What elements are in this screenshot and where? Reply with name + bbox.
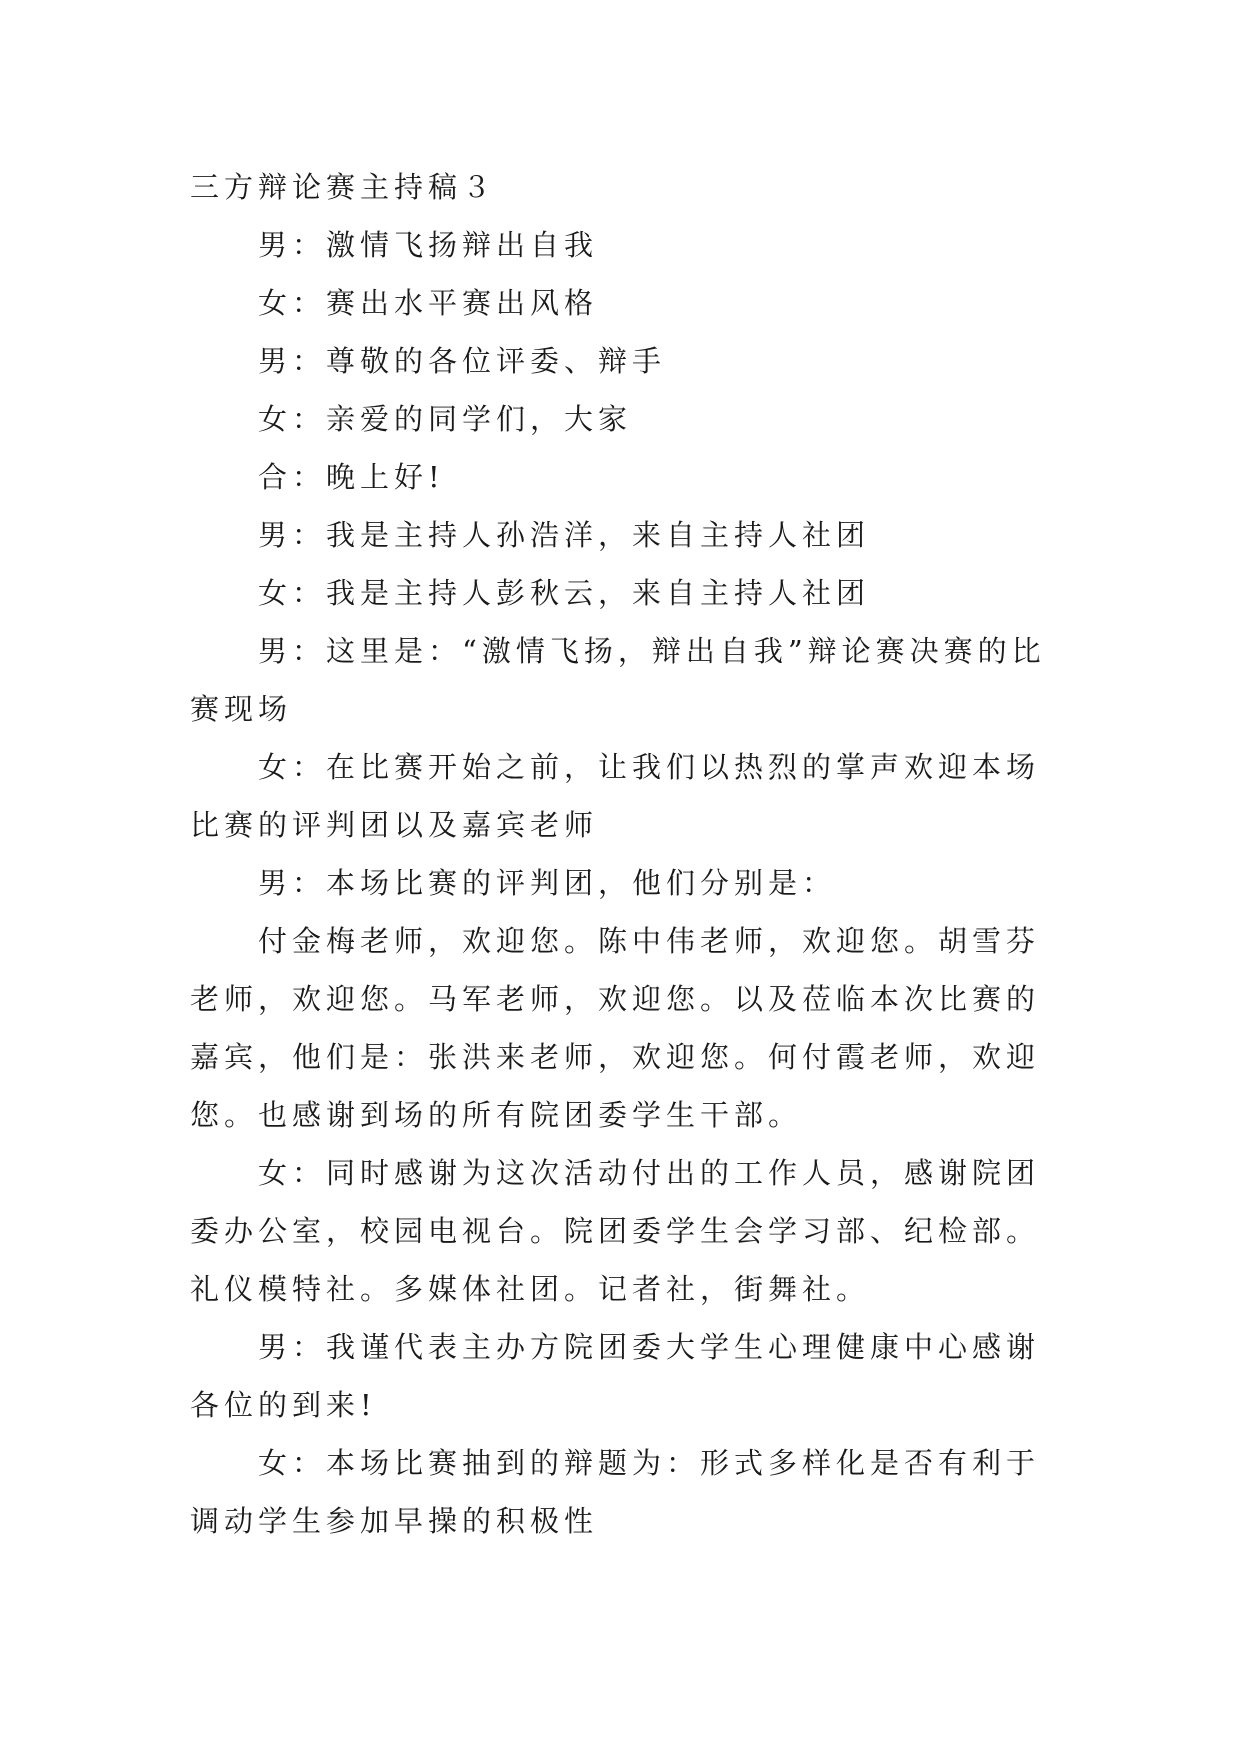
paragraph: 付金梅老师，欢迎您。陈中伟老师，欢迎您。胡雪芬老师，欢迎您。马军老师，欢迎您。以及莅临本次比赛的嘉宾，他们是：张洪来老师，欢迎您。何付霞老师，欢迎您。也感谢到场的所有院团委学生干部。 [190, 924, 1041, 1132]
paragraph: 女：我是主持人彭秋云，来自主持人社团 [258, 576, 871, 610]
paragraph: 女：同时感谢为这次活动付出的工作人员，感谢院团委办公室，校园电视台。院团委学生会学习部、纪检部。礼仪模特社。多媒体社团。记者社，街舞社。 [190, 1156, 1041, 1306]
paragraph: 女：亲爱的同学们，大家 [258, 402, 633, 436]
paragraph: 男：激情飞扬辩出自我 [258, 228, 599, 262]
paragraph: 女：本场比赛抽到的辩题为：形式多样化是否有利于调动学生参加早操的积极性 [190, 1446, 1041, 1538]
document-title: 三方辩论赛主持稿３ [190, 170, 497, 204]
paragraph: 女：赛出水平赛出风格 [258, 286, 599, 320]
paragraph: 合：晚上好! [258, 460, 445, 494]
paragraph: 男：本场比赛的评判团，他们分别是： [258, 866, 837, 900]
paragraph: 男：尊敬的各位评委、辩手 [258, 344, 667, 378]
paragraph: 女：在比赛开始之前，让我们以热烈的掌声欢迎本场比赛的评判团以及嘉宾老师 [190, 750, 1041, 842]
paragraph: 男：我是主持人孙浩洋，来自主持人社团 [258, 518, 871, 552]
document-body [190, 158, 1052, 1550]
paragraph: 男：这里是：“激情飞扬，辩出自我”辩论赛决赛的比赛现场 [190, 634, 1046, 726]
paragraph: 男：我谨代表主办方院团委大学生心理健康中心感谢各位的到来! [190, 1330, 1041, 1422]
